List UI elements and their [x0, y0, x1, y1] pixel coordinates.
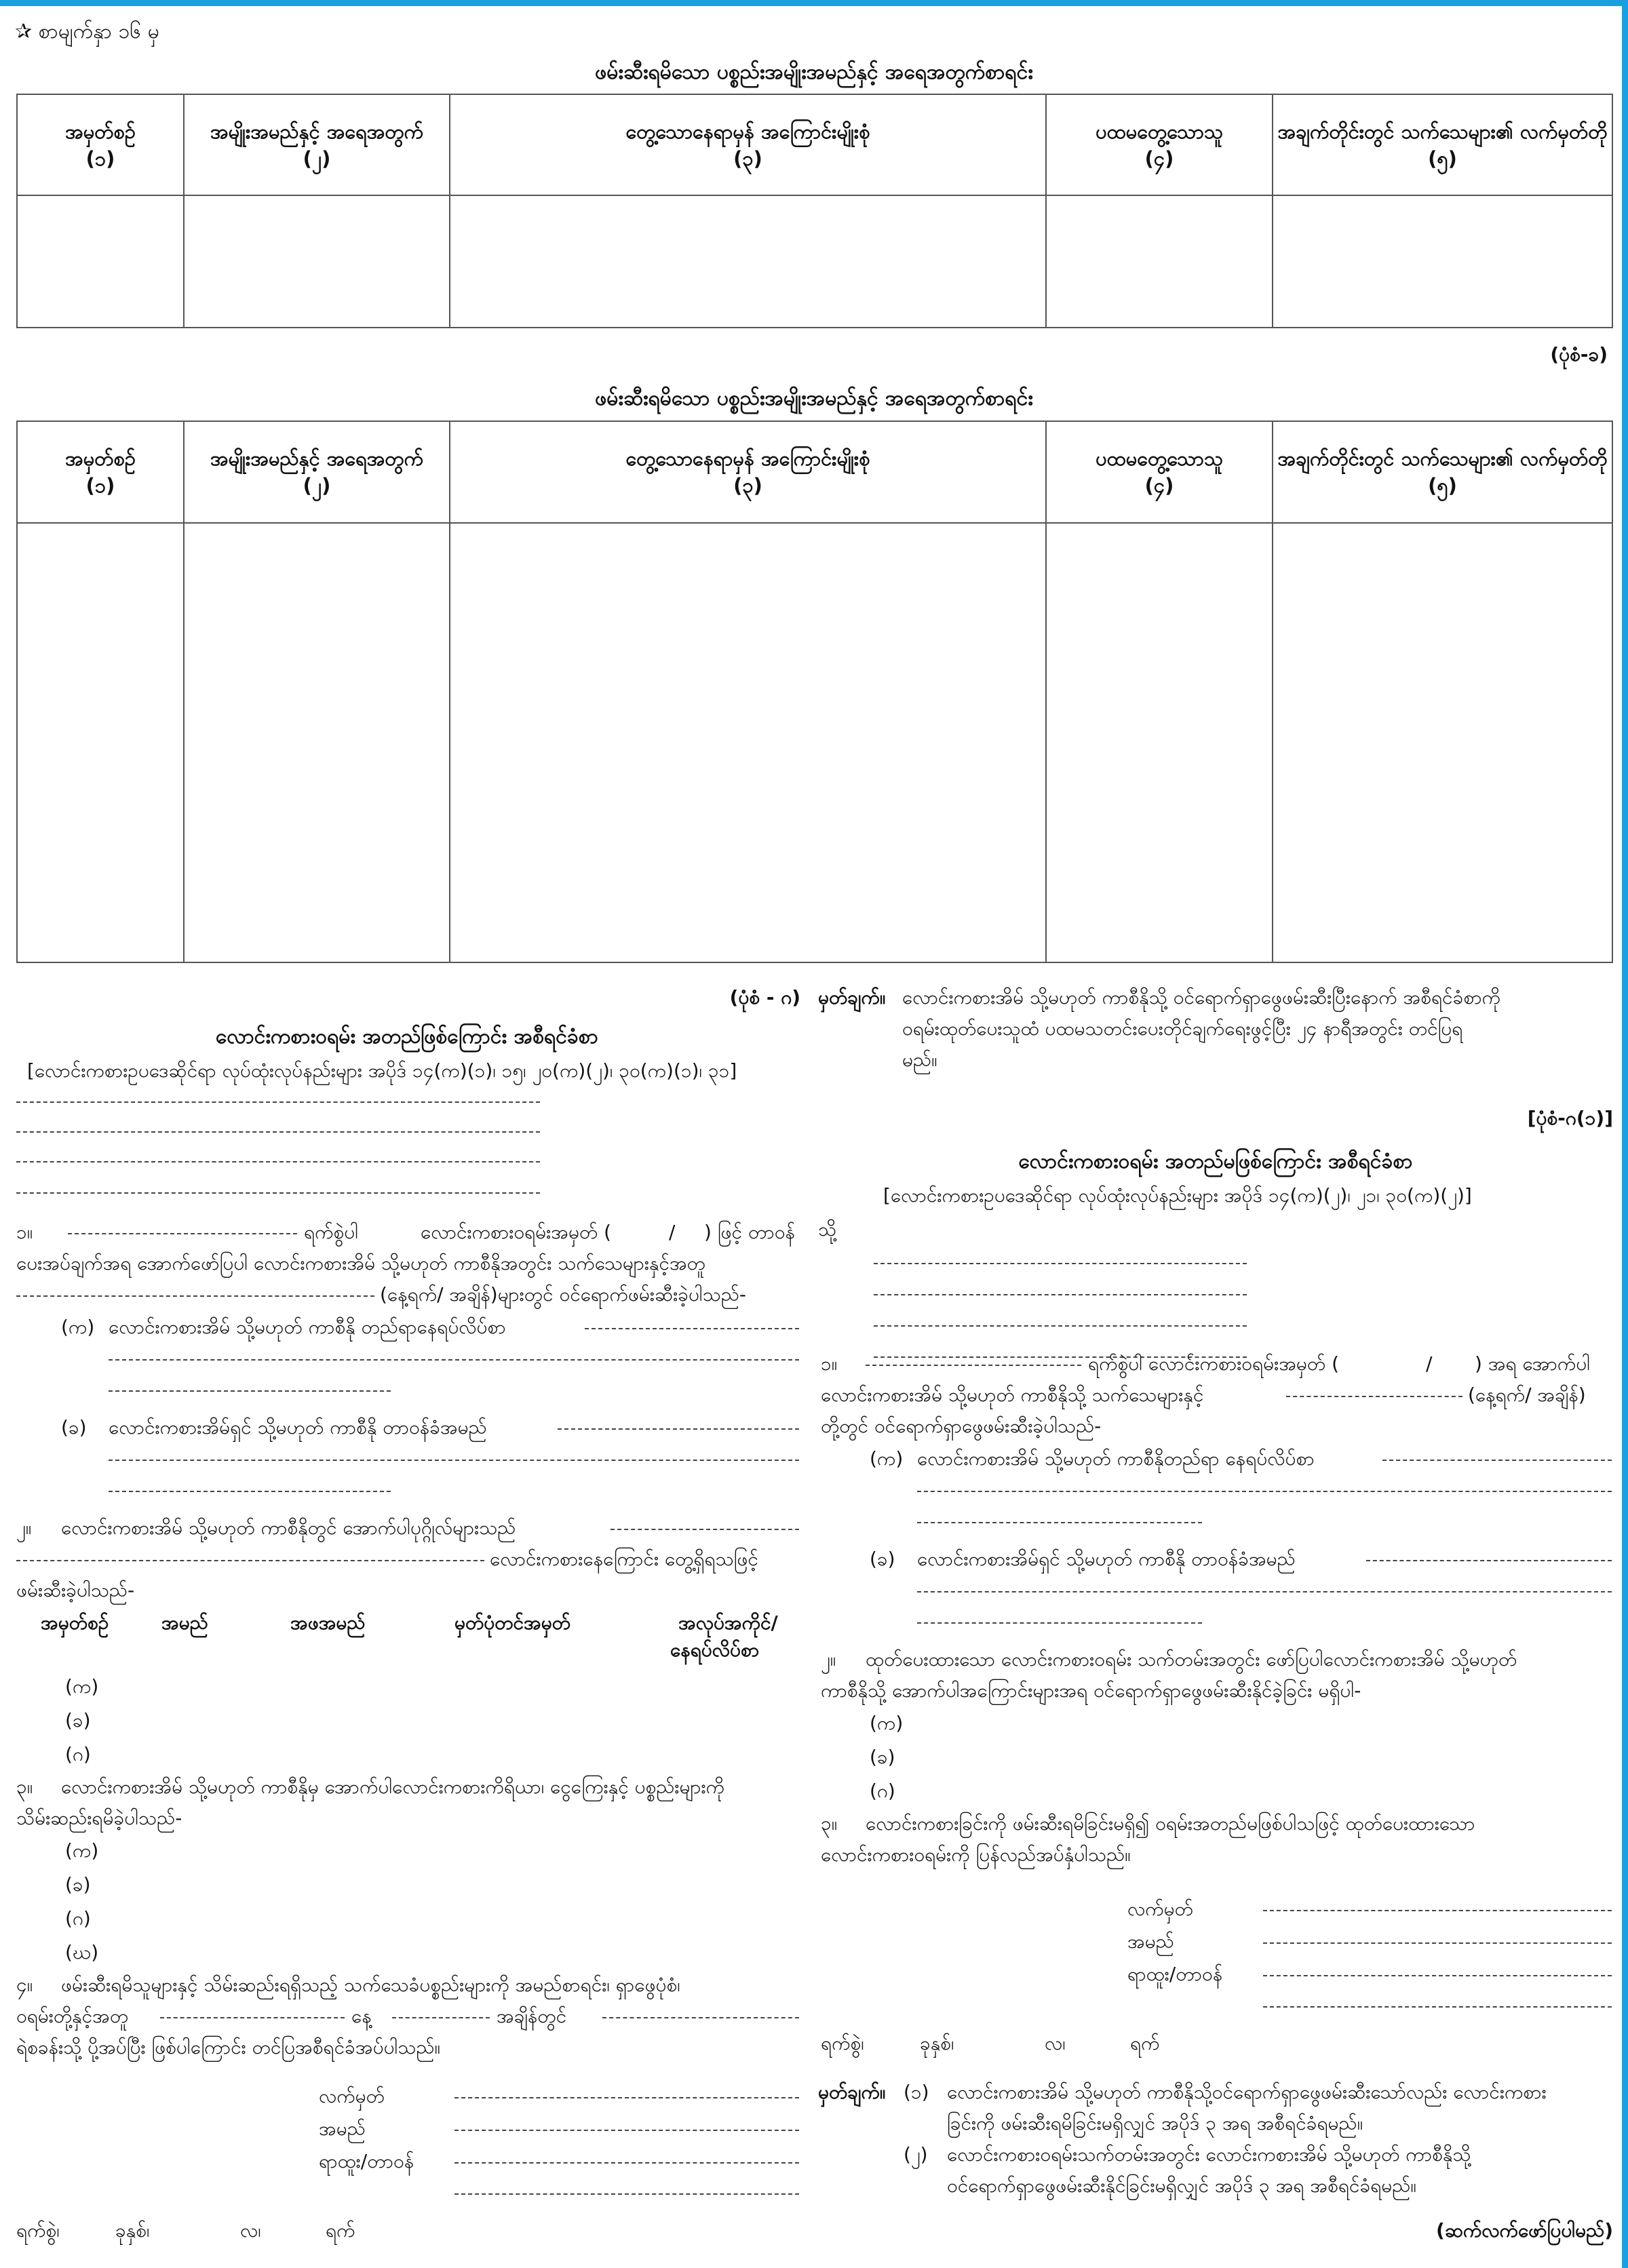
table2-col-3: တွေ့သောနေရာမှန် အကြောင်းမျိုးစုံ (၃)	[450, 421, 1046, 523]
list-item: (က)	[65, 1839, 99, 1862]
date-blank	[866, 1365, 1081, 1366]
para3-text: သိမ်းဆည်းရမိခဲ့ပါသည်-	[16, 1807, 182, 1829]
para2-number: ၂။	[16, 1517, 32, 1539]
note2-item: (၂)	[904, 2143, 928, 2166]
note2-item: (၁)	[904, 2081, 929, 2103]
para2-text: ကာစီနိုသို့ အောက်ပါအကြောင်းများအရ ဝင်ရောက်ရှာဖွေဖမ်းဆီးနိုင်ခဲ့ခြင်း မရှိပါ-	[821, 1679, 1361, 1702]
signature-label: လက်မှတ်	[1127, 1898, 1193, 1920]
position-blank	[1263, 2006, 1612, 2008]
para2-number: ၂။	[821, 1648, 836, 1670]
para3-text: လောင်းကစားဝရမ်းကို ပြန်လည်အပ်နှံပါသည်။	[821, 1843, 1131, 1866]
signature-blank	[454, 2097, 799, 2098]
field-blank	[109, 1460, 799, 1461]
table2-title: ဖမ်းဆီးရမိသော ပစ္စည်းအမျိုးအမည်နှင့် အရေအတွက်စာရင်း	[595, 387, 1033, 410]
form-label-kha: (ပုံစံ-ခ)	[1550, 343, 1608, 366]
table2-body-row	[17, 523, 1612, 962]
field-blank	[585, 1328, 799, 1329]
signature-blank	[1263, 1910, 1612, 1911]
list-col-serial: အမှတ်စဉ်	[41, 1611, 109, 1634]
para3-number: ၃။	[16, 1776, 33, 1798]
item-kha-text: လောင်းကစားအိမ်ရှင် သို့မဟုတ် ကာစီနို တာဝန်ခံအမည်	[917, 1548, 1296, 1570]
para4-text: ရဲစခန်းသို့ ပို့အပ်ပြီး ဖြစ်ပါကြောင်း တင်ပြအစီရင်ခံအပ်ပါသည်။	[16, 2036, 441, 2058]
para1-text: လောင်းကစားဝရမ်းအမှတ် (	[421, 1221, 612, 1243]
para1-text: ပေးအပ်ချက်အရ အောက်ဖော်ပြပါ လောင်းကစားအိမ် သို့မဟုတ် ကာစီနိုအတွင်း သက်သေများနှင့်အတူ	[16, 1252, 705, 1274]
position-label: ရာထူး/တာဝန်	[319, 2150, 414, 2172]
date-label: ရက်စွဲ၊	[821, 2032, 864, 2054]
table1-col-5: အချက်တိုင်းတွင် သက်သေများ၏ လက်မှတ်တို (၅)	[1273, 94, 1612, 195]
para1-text: /	[669, 1221, 676, 1243]
table1-cell	[1046, 195, 1273, 328]
list-item: (ဃ)	[65, 1941, 99, 1963]
note-label: မှတ်ချက်။	[818, 986, 886, 1009]
para1-text: (နေ့ရက်/ အချိန်)	[1468, 1384, 1586, 1406]
para1-text: လောင်းကစားအိမ် သို့မဟုတ် ကာစီနိုသို့ သက်သေများနှင့်	[821, 1384, 1204, 1406]
address-blank	[874, 1263, 1247, 1264]
datetime-blank	[1286, 1396, 1462, 1397]
datetime-blank	[16, 1295, 374, 1297]
para1-text: ရက်စွဲပါ လောင်းကစားဝရမ်းအမှတ် (	[1088, 1352, 1340, 1375]
para1-number: ၁။	[821, 1352, 838, 1375]
name-label: အမည်	[1127, 1930, 1174, 1953]
field-blank	[160, 2017, 345, 2018]
form-ga-label: (ပုံစံ - ဂ)	[729, 986, 800, 1009]
field-blank	[558, 1428, 799, 1430]
para4-text: ဝရမ်းတို့နှင့်အတူ	[16, 2005, 129, 2027]
date-day: ရက်	[1130, 2032, 1160, 2054]
table1-cell	[17, 195, 184, 328]
item-ka-text: လောင်းကစားအိမ် သို့မဟုတ် ကာစီနိုတည်ရာ နေရပ်လိပ်စာ	[917, 1447, 1315, 1470]
table1-col-3: တွေ့သောနေရာမှန် အကြောင်းမျိုးစုံ (၃)	[450, 94, 1046, 195]
table1-title: ဖမ်းဆီးရမိသော ပစ္စည်းအမျိုးအမည်နှင့် အရေအတွက်စာရင်း	[595, 60, 1033, 84]
field-blank	[392, 2017, 490, 2018]
position-label: ရာထူး/တာဝန်	[1127, 1963, 1223, 1985]
table1-cell	[450, 195, 1046, 328]
note2-text: ဝင်ရောက်ရှာဖွေဖမ်းဆီးနိုင်ခြင်းမရှိလျှင် အပိုဒ် ၃ အရ အစီရင်ခံရမည်။	[947, 2174, 1416, 2197]
table1-body-row	[17, 195, 1612, 328]
para4-text: ဖမ်းဆီးရမိသူများနှင့် သိမ်းဆည်းရရှိသည့် သက်သေခံပစ္စည်းများကို အမည်စာရင်း၊ ရှာဖွေပုံစံ၊	[61, 1974, 680, 1996]
address-blank	[16, 1101, 540, 1103]
table2-cell	[450, 523, 1046, 962]
date-month: လ၊	[1045, 2032, 1066, 2054]
note-text: မည်။	[902, 1049, 937, 1071]
para4-number: ၄။	[16, 1974, 33, 1996]
table2-col-5: အချက်တိုင်းတွင် သက်သေများ၏ လက်မှတ်တို (၅)	[1273, 421, 1612, 523]
table1	[16, 94, 1613, 328]
position-blank	[454, 2193, 799, 2195]
position-blank	[454, 2162, 799, 2164]
item-ka-label: (က)	[870, 1447, 904, 1470]
table2-cell	[184, 523, 450, 962]
form-ga1-subtitle: [လောင်းကစားဥပဒေဆိုင်ရာ လုပ်ထုံးလုပ်နည်းများ အပိုဒ် ၁၄(က)(၂)၊ ၂၁၊ ၃၀(က)(၂)]	[883, 1184, 1472, 1207]
para3-number: ၃။	[821, 1812, 838, 1835]
list-item: (ခ)	[65, 1873, 91, 1896]
form-ga1-title: လောင်းကစားဝရမ်း အတည်မဖြစ်ကြောင်း အစီရင်ခံစာ	[1018, 1150, 1413, 1173]
note2-label: မှတ်ချက်။	[818, 2081, 886, 2103]
item-kha-label: (ခ)	[61, 1416, 87, 1439]
field-blank	[610, 1529, 799, 1530]
address-blank	[16, 1161, 540, 1162]
para4-text: နေ့	[351, 2005, 372, 2027]
list-col-nrc: မှတ်ပုံတင်အမှတ်	[454, 1611, 570, 1634]
para1-number: ၁။	[16, 1221, 33, 1243]
para4-text: အချိန်တွင်	[497, 2005, 567, 2027]
continued-label: (ဆက်လက်ဖော်ပြပါမည်)	[1436, 2219, 1613, 2242]
table2-col-2: အမျိုးအမည်နှင့် အရေအတွက် (၂)	[184, 421, 450, 523]
table1-col-4: ပထမတွေ့သောသူ (၄)	[1046, 94, 1273, 195]
date-month: လ၊	[240, 2219, 261, 2242]
item-ka-label: (က)	[61, 1316, 95, 1338]
name-blank	[454, 2130, 799, 2131]
item-kha-text: လောင်းကစားအိမ်ရှင် သို့မဟုတ် ကာစီနို တာဝန်ခံအမည်	[109, 1416, 487, 1439]
table1-cell	[184, 195, 450, 328]
list-col-occupation: အလုပ်အကိုင်/	[678, 1611, 778, 1634]
table1-header-row	[17, 94, 1612, 195]
field-blank	[917, 1522, 1202, 1523]
field-blank	[917, 1491, 1612, 1492]
list-item: (ခ)	[65, 1709, 91, 1732]
field-blank	[917, 1591, 1612, 1592]
form-ga1-label: [ပုံစံ-ဂ(၁)]	[1527, 1107, 1613, 1129]
table2-cell	[17, 523, 184, 962]
list-item: (ခ)	[870, 1746, 895, 1768]
para1-text: တို့တွင် ဝင်ရောက်ရှာဖွေဖမ်းဆီးခဲ့ပါသည်-	[821, 1415, 1102, 1437]
table1-col-2: အမျိုးအမည်နှင့် အရေအတွက် (၂)	[184, 94, 450, 195]
address-blank	[874, 1325, 1247, 1327]
para1-text: /	[1426, 1352, 1433, 1375]
field-blank	[917, 1622, 1202, 1624]
table2-col-4: ပထမတွေ့သောသူ (၄)	[1046, 421, 1273, 523]
list-item: (က)	[870, 1712, 904, 1734]
date-blank	[68, 1233, 297, 1234]
date-label: ရက်စွဲ၊	[16, 2219, 60, 2242]
field-blank	[1382, 1460, 1612, 1461]
para2-text: လောင်းကစားနေကြောင်း တွေ့ရှိရသဖြင့်	[490, 1548, 758, 1570]
table2-cell	[1273, 523, 1612, 962]
signature-label: လက်မှတ်	[319, 2085, 385, 2107]
field-blank	[109, 1359, 799, 1361]
table1-col-1: အမှတ်စဉ် (၁)	[17, 94, 184, 195]
continued-from-page: ✰ စာမျက်နှာ ၁၆ မှ	[15, 20, 159, 43]
list-item: (ဂ)	[65, 1907, 91, 1930]
to-label: သို့	[818, 1218, 837, 1240]
field-blank	[602, 2017, 799, 2018]
note2-text: ခြင်းကို ဖမ်းဆီးရမိခြင်းမရှိလျှင် အပိုဒ် ၃ အရ အစီရင်ခံရမည်။	[947, 2112, 1363, 2134]
list-col-name: အမည်	[161, 1611, 208, 1634]
form-ga-subtitle: [လောင်းကစားဥပဒေဆိုင်ရာ လုပ်ထုံးလုပ်နည်းများ အပိုဒ် ၁၄(က)(၁)၊ ၁၅၊ ၂၀(က)(၂)၊ ၃၀(က)(၁)၊ ၃၁]	[27, 1059, 737, 1082]
field-blank	[109, 1491, 391, 1492]
para2-text: ဖမ်းဆီးခဲ့ပါသည်-	[16, 1579, 135, 1601]
para3-text: လောင်းကစားအိမ် သို့မဟုတ် ကာစီနိုမှ အောက်ပါလောင်းကစားကိရိယာ၊ ငွေကြေးနှင့် ပစ္စည်းများကို	[61, 1776, 724, 1798]
para1-text: ) ဖြင့် တာဝန်	[704, 1221, 795, 1243]
address-blank	[16, 1192, 540, 1194]
table2	[16, 421, 1613, 963]
para2-text: ထုတ်ပေးထားသော လောင်းကစားဝရမ်း သက်တမ်းအတွင်း ဖော်ပြပါလောင်းကစားအိမ် သို့မဟုတ်	[866, 1648, 1517, 1670]
field-blank	[1366, 1560, 1612, 1561]
name-blank	[1263, 1942, 1612, 1944]
para3-text: လောင်းကစားခြင်းကို ဖမ်းဆီးရမိခြင်းမရှိ၍ ဝရမ်းအတည်မဖြစ်ပါသဖြင့် ထုတ်ပေးထားသော	[866, 1812, 1475, 1835]
list-item: (ဂ)	[65, 1743, 91, 1765]
para1-text: ရက်စွဲပါ	[304, 1221, 359, 1243]
form-ga-title: လောင်းကစားဝရမ်း အတည်ဖြစ်ကြောင်း အစီရင်ခံစာ	[216, 1025, 598, 1049]
item-ka-text: လောင်းကစားအိမ် သို့မဟုတ် ကာစီနို တည်ရာနေရပ်လိပ်စာ	[109, 1316, 506, 1338]
para1-text: ) အရ အောက်ပါ	[1475, 1352, 1591, 1375]
list-item: (က)	[65, 1675, 99, 1698]
address-blank	[16, 1131, 540, 1133]
note2-text: လောင်းကစားဝရမ်းသက်တမ်းအတွင်း လောင်းကစားအိမ် သို့မဟုတ် ကာစီနိုသို့	[947, 2143, 1471, 2166]
note2-text: လောင်းကစားအိမ် သို့မဟုတ် ကာစီနိုသို့ဝင်ရောက်ရှာဖွေဖမ်းဆီးသော်လည်း လောင်းကစား	[947, 2081, 1547, 2103]
list-col-father: အဖအမည်	[290, 1611, 366, 1634]
position-blank	[1263, 1975, 1612, 1976]
field-blank	[109, 1390, 391, 1392]
field-blank	[16, 1560, 484, 1561]
table1-cell	[1273, 195, 1612, 328]
table2-col-1: အမှတ်စဉ် (၁)	[17, 421, 184, 523]
para2-text: လောင်းကစားအိမ် သို့မဟုတ် ကာစီနိုတွင် အောက်ပါပုဂ္ဂိုလ်များသည်	[61, 1517, 516, 1539]
item-kha-label: (ခ)	[870, 1548, 895, 1570]
table2-cell	[1046, 523, 1273, 962]
list-item: (ဂ)	[870, 1780, 895, 1802]
para1-text: (နေ့ရက်/ အချိန်)များတွင် ဝင်ရောက်ဖမ်းဆီးခဲ့ပါသည်-	[380, 1283, 746, 1306]
address-blank	[874, 1294, 1247, 1295]
date-year: ခုနှစ်၊	[920, 2032, 954, 2054]
date-year: ခုနှစ်၊	[115, 2219, 150, 2242]
date-day: ရက်	[326, 2219, 355, 2242]
note-text: လောင်းကစားအိမ် သို့မဟုတ် ကာစီနိုသို့ ဝင်ရောက်ရှာဖွေဖမ်းဆီးပြီးနောက် အစီရင်ခံစာကို	[902, 986, 1500, 1009]
note-text: ဝရမ်းထုတ်ပေးသူထံ ပထမသတင်းပေးတိုင်ချက်ရေးဖွင့်ပြီး ၂၄ နာရီအတွင်း တင်ပြရ	[902, 1017, 1463, 1040]
list-col-address: နေရပ်လိပ်စာ	[670, 1639, 760, 1661]
name-label: အမည်	[319, 2117, 366, 2140]
table2-header-row	[17, 421, 1612, 523]
